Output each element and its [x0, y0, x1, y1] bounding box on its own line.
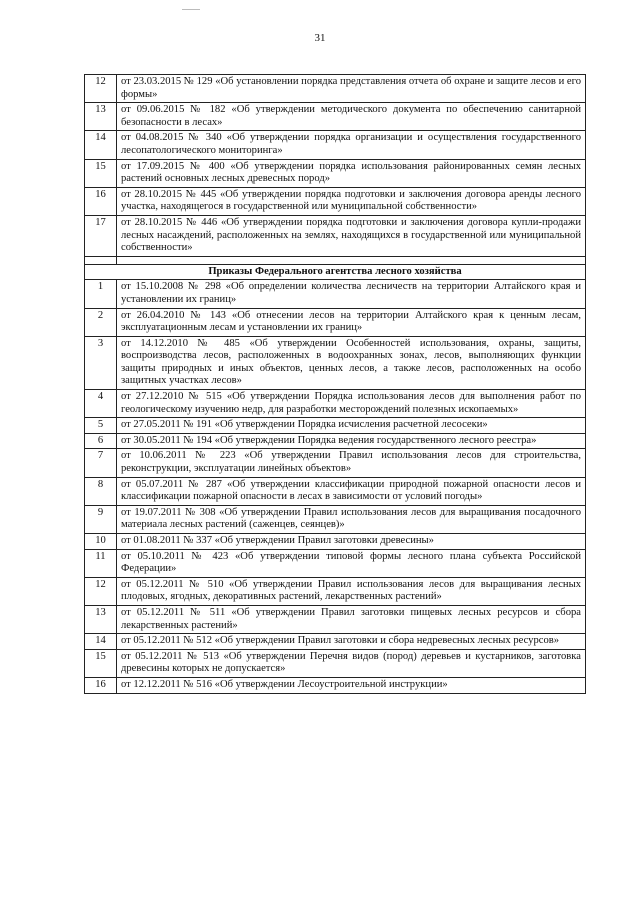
row-text: от 05.12.2011 № 513 «Об утверждении Перечня видов (пород) деревьев и кустарников, заготовка древесины которых не допускается»	[117, 649, 586, 677]
table-row	[85, 449, 586, 477]
row-number: 10	[85, 534, 117, 550]
row-number: 14	[85, 131, 117, 159]
blank-cell	[85, 256, 117, 264]
row-number: 3	[85, 336, 117, 389]
row-text: от 04.08.2015 № 340 «Об утверждении порядка организации и осуществления государственного лесопатологического мониторинга»	[117, 131, 586, 159]
row-number: 6	[85, 433, 117, 449]
row-text: от 14.12.2010 № 485 «Об утверждении Особенностей использования, охраны, защиты, воспроизводства лесов, расположенных в водоохранных зонах, лесов, выполняющих функции защиты природных и иных объектов, ценных лесов, а также лесов, расположенных на особо защитных участках лесов»	[117, 336, 586, 389]
row-text: от 05.12.2011 № 512 «Об утверждении Правил заготовки и сбора недревесных лесных ресурсов»	[117, 634, 586, 650]
row-number: 12	[85, 577, 117, 605]
table-row	[85, 634, 586, 650]
row-number: 17	[85, 215, 117, 256]
row-text: от 27.05.2011 № 191 «Об утверждении Порядка исчисления расчетной лесосеки»	[117, 418, 586, 434]
blank-cell	[117, 256, 586, 264]
row-text: от 26.04.2010 № 143 «Об отнесении лесов на территории Алтайского края к ценным лесам, эксплуатационным лесам и установлении их границ»	[117, 308, 586, 336]
table-row	[85, 159, 586, 187]
row-number: 13	[85, 605, 117, 633]
row-number: 16	[85, 677, 117, 693]
row-number: 14	[85, 634, 117, 650]
row-text: от 19.07.2011 № 308 «Об утверждении Правил использования лесов для выращивания посадочного материала лесных растений (саженцев, сеянцев)»	[117, 505, 586, 533]
row-number: 16	[85, 187, 117, 215]
table-row	[85, 549, 586, 577]
table-row	[85, 477, 586, 505]
row-text: от 15.10.2008 № 298 «Об определении количества лесничеств на территории Алтайского края и установлении их границ»	[117, 280, 586, 308]
row-number: 15	[85, 159, 117, 187]
row-text: от 30.05.2011 № 194 «Об утверждении Порядка ведения государственного лесного реестра»	[117, 433, 586, 449]
row-text: от 05.12.2011 № 510 «Об утверждении Правил использования лесов для выращивания лесных плодовых, ягодных, декоративных растений, лекарственных растений»	[117, 577, 586, 605]
table-row	[85, 308, 586, 336]
section-title: Приказы Федерального агентства лесного хозяйства	[85, 264, 586, 280]
row-number: 13	[85, 103, 117, 131]
page-number: 31	[314, 32, 326, 44]
row-number: 12	[85, 75, 117, 103]
table-row	[85, 280, 586, 308]
row-text: от 10.06.2011 № 223 «Об утверждении Правил использования лесов для строительства, реконструкции, эксплуатации линейных объектов»	[117, 449, 586, 477]
row-number: 7	[85, 449, 117, 477]
table-row	[85, 605, 586, 633]
row-number: 1	[85, 280, 117, 308]
table-row	[85, 649, 586, 677]
scan-artifact	[182, 9, 200, 10]
blank-row	[85, 256, 586, 264]
table-row	[85, 418, 586, 434]
row-text: от 01.08.2011 № 337 «Об утверждении Правил заготовки древесины»	[117, 534, 586, 550]
row-text: от 27.12.2010 № 515 «Об утверждении Порядка использования лесов для выполнения работ по геологическому изучению недр, для разработки месторождений полезных ископаемых»	[117, 390, 586, 418]
row-number: 15	[85, 649, 117, 677]
row-text: от 23.03.2015 № 129 «Об установлении порядка представления отчета об охране и защите лесов и его формы»	[117, 75, 586, 103]
row-number: 9	[85, 505, 117, 533]
row-text: от 05.12.2011 № 511 «Об утверждении Правил заготовки пищевых лесных ресурсов и сбора лекарственных растений»	[117, 605, 586, 633]
table-row	[85, 677, 586, 693]
row-number: 11	[85, 549, 117, 577]
table-row	[85, 75, 586, 103]
table-row	[85, 577, 586, 605]
row-text: от 05.10.2011 № 423 «Об утверждении типовой формы лесного плана субъекта Российской Федерации»	[117, 549, 586, 577]
table-part-2	[85, 280, 586, 693]
row-text: от 09.06.2015 № 182 «Об утверждении методического документа по обеспечению санитарной безопасности в лесах»	[117, 103, 586, 131]
table-row	[85, 390, 586, 418]
table-row	[85, 505, 586, 533]
table-row	[85, 336, 586, 389]
table-row	[85, 215, 586, 256]
section-block	[85, 256, 586, 280]
row-number: 8	[85, 477, 117, 505]
regulations-table	[84, 74, 586, 694]
table-row	[85, 187, 586, 215]
section-header-row	[85, 264, 586, 280]
row-text: от 12.12.2011 № 516 «Об утверждении Лесоустроительной инструкции»	[117, 677, 586, 693]
row-number: 4	[85, 390, 117, 418]
table-row	[85, 103, 586, 131]
table-row	[85, 534, 586, 550]
row-number: 5	[85, 418, 117, 434]
row-number: 2	[85, 308, 117, 336]
row-text: от 17.09.2015 № 400 «Об утверждении порядка использования районированных семян лесных растений основных лесных древесных пород»	[117, 159, 586, 187]
row-text: от 28.10.2015 № 446 «Об утверждении порядка подготовки и заключения договора купли-продажи лесных насаждений, расположенных на землях, находящихся в государственной или муниципальной собственности»	[117, 215, 586, 256]
table-row	[85, 433, 586, 449]
table-row	[85, 131, 586, 159]
table-part-1	[85, 75, 586, 257]
row-text: от 05.07.2011 № 287 «Об утверждении классификации природной пожарной опасности лесов и классификации пожарной опасности в лесах в зависимости от условий погоды»	[117, 477, 586, 505]
row-text: от 28.10.2015 № 445 «Об утверждении порядка подготовки и заключения договора аренды лесного участка, находящегося в государственной или муниципальной собственности»	[117, 187, 586, 215]
